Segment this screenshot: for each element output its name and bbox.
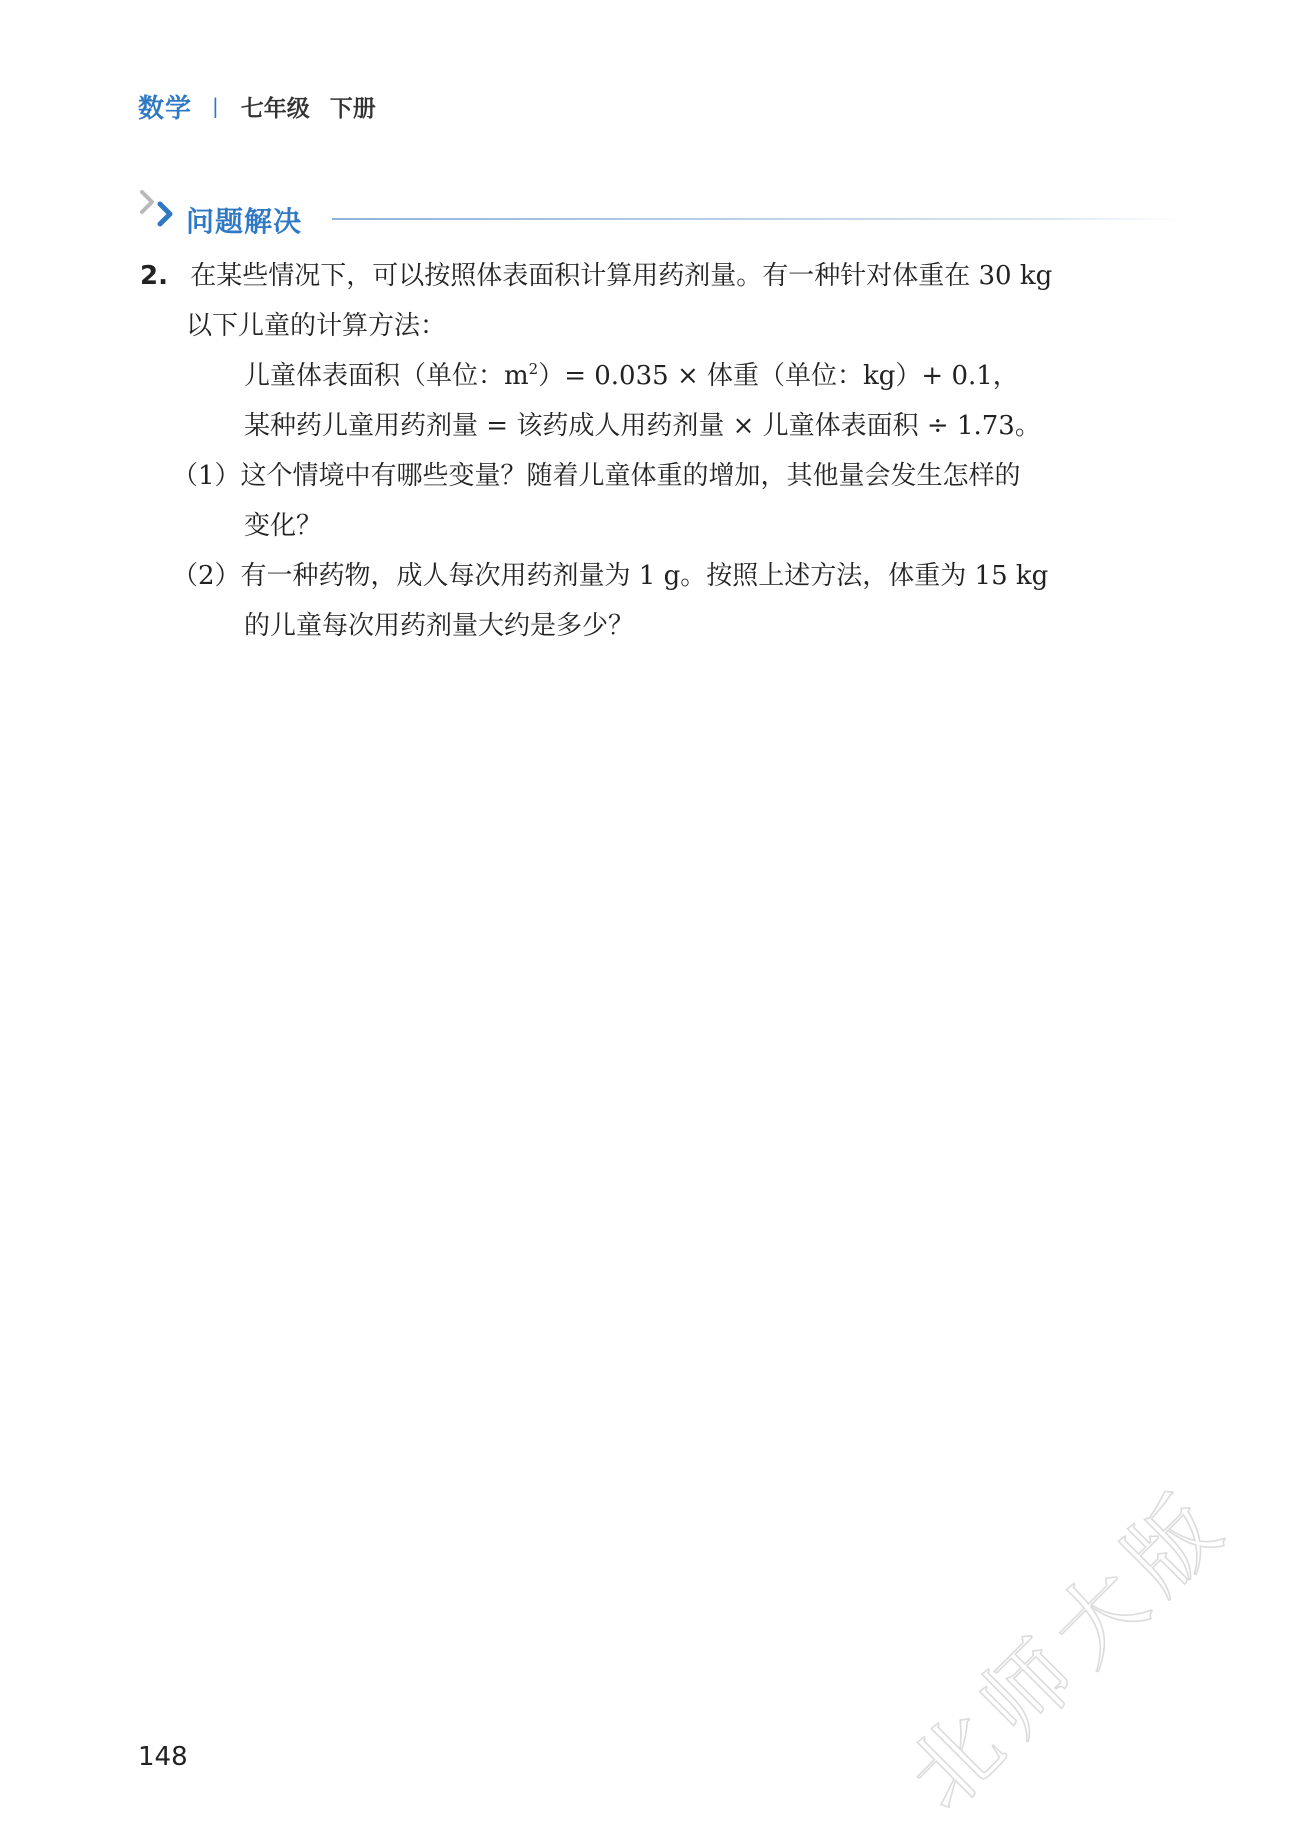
formula-child-dose: 某种药儿童用药剂量 = 该药成人用药剂量 × 儿童体表面积 ÷ 1.73。 (244, 411, 1041, 441)
subquestion-1-label: （1） (172, 461, 241, 491)
header-volume: 下册 (329, 95, 376, 122)
section-title: 问题解决 (186, 205, 303, 238)
subquestion-2 (172, 556, 1048, 596)
header-subject: 数学 (138, 93, 193, 124)
subquestion-2-label: （2） (172, 561, 241, 591)
subquestion-2-continued: 的儿童每次用药剂量大约是多少？ (244, 611, 635, 641)
chevron-right-icon (140, 190, 180, 240)
svg-text:北师大版: 北师大版 (888, 1467, 1250, 1829)
section-rule (332, 218, 1180, 220)
problem-intro-line-2: 以下儿童的计算方法： (186, 311, 447, 341)
section-heading (140, 190, 1180, 240)
subquestion-1-text: 这个情境中有哪些变量？随着儿童体重的增加，其他量会发生怎样的 (240, 461, 1021, 491)
subquestion-2-text: 有一种药物，成人每次用药剂量为 1 g。按照上述方法，体重为 15 kg (240, 561, 1049, 591)
header-separator: | (212, 94, 219, 118)
problem-intro-line-1 (140, 256, 1052, 296)
problem-number: 2. (140, 261, 168, 291)
running-header (138, 86, 376, 126)
problem-intro-text-1: 在某些情况下，可以按照体表面积计算用药剂量。有一种针对体重在 30 kg (190, 261, 1053, 291)
subquestion-1-continued: 变化？ (244, 511, 323, 541)
subquestion-1 (172, 456, 1021, 496)
page-number: 148 (138, 1742, 188, 1772)
formula-body-surface-area (244, 356, 1019, 396)
formula1-superscript: 2 (528, 360, 539, 378)
formula1-before: 儿童体表面积（单位：m (244, 361, 529, 391)
publisher-watermark (876, 1414, 1296, 1834)
formula1-after: ）= 0.035 × 体重（单位：kg）+ 0.1， (538, 361, 1019, 391)
header-grade: 七年级 (240, 95, 310, 122)
